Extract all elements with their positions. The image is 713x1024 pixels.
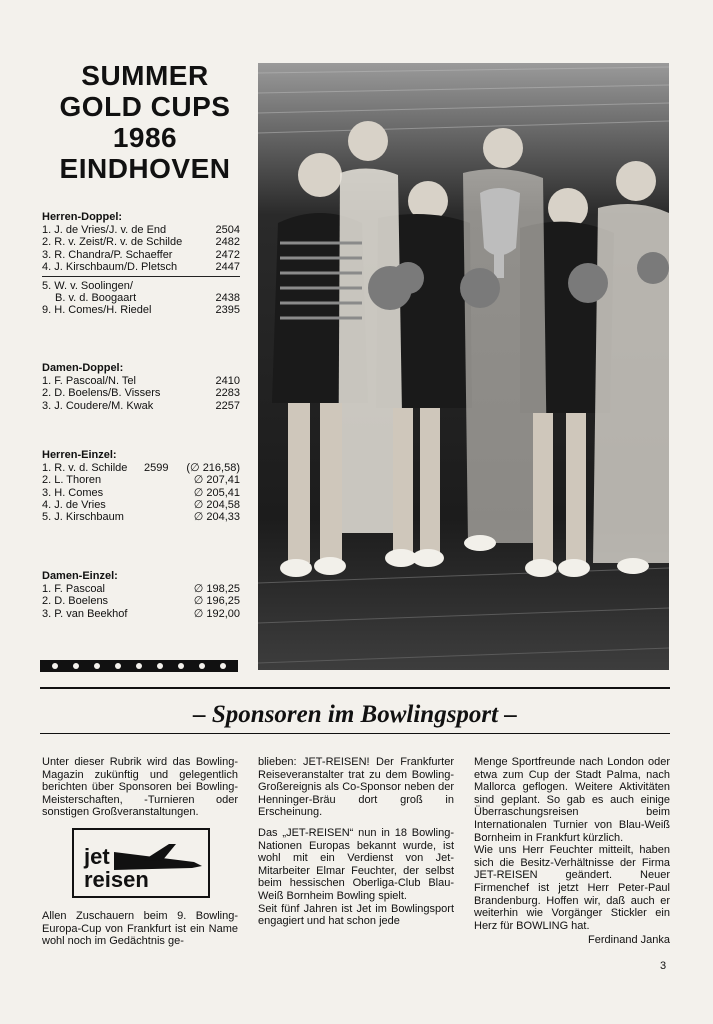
paragraph: Allen Zuschauern beim 9. Bowling-Europa-Cup von Frankfurt ist ein Name wohl noch im Gedächtnis ge- <box>42 910 238 948</box>
result-row: 5. J. Kirschbaum ∅ 204,33 <box>42 510 240 523</box>
author: Ferdinand Janka <box>588 934 670 947</box>
team-photo <box>258 63 669 670</box>
result-row: 5. W. v. Soolingen/ <box>42 279 133 292</box>
result-row: 1. F. Pascoal/N. Tel 2410 <box>42 375 240 388</box>
heading-rule <box>40 733 670 734</box>
paragraph: Wie uns Herr Feuchter mitteilt, haben sich die Besitz-Verhältnisse der Firma JET-REISEN geändert. Neuer Firmenchef ist jetzt Herr Peter-Paul Brandenburg. Hoffen wir, daß auch er weiterhin wie Vorgänger Stickler ein Herz für BOWLING hat. <box>474 844 670 932</box>
article-title <box>40 60 250 184</box>
jet-reisen-logo <box>72 828 210 898</box>
paragraph: Unter dieser Rubrik wird das Bowling-Magazin zukünftig und gelegentlich berichten über Sponsoren bei Bowling-Meisterschaften, -Turnieren oder sonstigen Großveranstaltungen. <box>42 756 238 819</box>
result-row: 2. D. Boelens ∅ 196,25 <box>42 595 240 608</box>
page-number: 3 <box>660 960 667 972</box>
result-row: 9. H. Comes/H. Riedel 2395 <box>42 304 240 317</box>
logo-word-jet: jet <box>84 844 110 869</box>
result-row: 4. J. de Vries ∅ 204,58 <box>42 498 240 511</box>
herren-einzel-results <box>42 449 240 523</box>
section-heading: Damen-Doppel: <box>42 362 124 374</box>
title-line-1: SUMMER <box>81 60 209 91</box>
paragraph: Menge Sportfreunde nach London oder etwa zum Cup der Stadt Palma, nach Mallorca geflogen. Weitere Aktivitäten sind geplant. So gab es auch einige Überraschungsreisen beim Internationalen Turnier von Blau-Weiß Bornheim in Frankfurt kürzlich. <box>474 756 670 844</box>
result-row: 3. J. Coudere/M. Kwak 2257 <box>42 399 240 412</box>
result-row: 2. L. Thoren ∅ 207,41 <box>42 474 240 487</box>
result-row: 2. D. Boelens/B. Vissers 2283 <box>42 387 240 400</box>
column-1 <box>42 756 238 819</box>
section-heading: Damen-Einzel: <box>42 570 118 582</box>
decorative-dot-strip <box>40 660 238 672</box>
column-1-continued <box>42 910 238 948</box>
result-row: 3. H. Comes ∅ 205,41 <box>42 486 240 499</box>
section-heading: Herren-Einzel: <box>42 449 117 461</box>
column-2 <box>258 756 454 928</box>
section-heading: Herren-Doppel: <box>42 211 123 223</box>
paragraph: Das „JET-REISEN“ nun in 18 Bowling-Nationen Europas bekannt wurde, ist wohl mit ein Verdienst von Jet-Mitarbeiter Elmar Feuchter, der selbst beim hessischen Oberliga-Club Blau-Weiß Bornheim Bowling spielt. <box>258 826 454 902</box>
paragraph: Seit fünf Jahren ist Jet im Bowlingsport engagiert und hat schon jede <box>258 902 454 928</box>
result-row: B. v. d. Boogaart 2438 <box>55 292 240 305</box>
damen-einzel-results <box>42 570 240 620</box>
result-row: 1. F. Pascoal ∅ 198,25 <box>42 583 240 596</box>
herren-doppel-results <box>42 211 240 317</box>
result-row: 2. R. v. Zeist/R. v. de Schilde 2482 <box>42 236 240 249</box>
result-row: 3. P. van Beekhof ∅ 192,00 <box>42 607 240 620</box>
result-row: 1. R. v. d. Schilde 2599 (∅ 216,58) <box>42 462 240 475</box>
result-row: 3. R. Chandra/P. Schaeffer 2472 <box>42 248 240 261</box>
title-line-2: GOLD CUPS <box>59 91 231 122</box>
result-row: 4. J. Kirschbaum/D. Pletsch 2447 <box>42 260 240 273</box>
plane-icon <box>74 830 208 896</box>
damen-doppel-results <box>42 362 240 412</box>
title-line-3: 1986 <box>112 122 178 153</box>
divider <box>42 276 240 277</box>
paragraph: blieben: JET-REISEN! Der Frankfurter Reiseveranstalter trat zu dem Bowling-Großereignis als Co-Sponsor neben der Henninger-Bräu dort groß in Erscheinung. <box>258 756 454 819</box>
title-line-4: EINDHOVEN <box>59 153 231 184</box>
logo-word-reisen: reisen <box>84 867 149 892</box>
column-3 <box>474 756 670 947</box>
top-rule <box>40 687 670 689</box>
result-row: 1. J. de Vries/J. v. de End 2504 <box>42 224 240 237</box>
section-title: – Sponsoren im Bowlingsport – <box>193 701 517 728</box>
